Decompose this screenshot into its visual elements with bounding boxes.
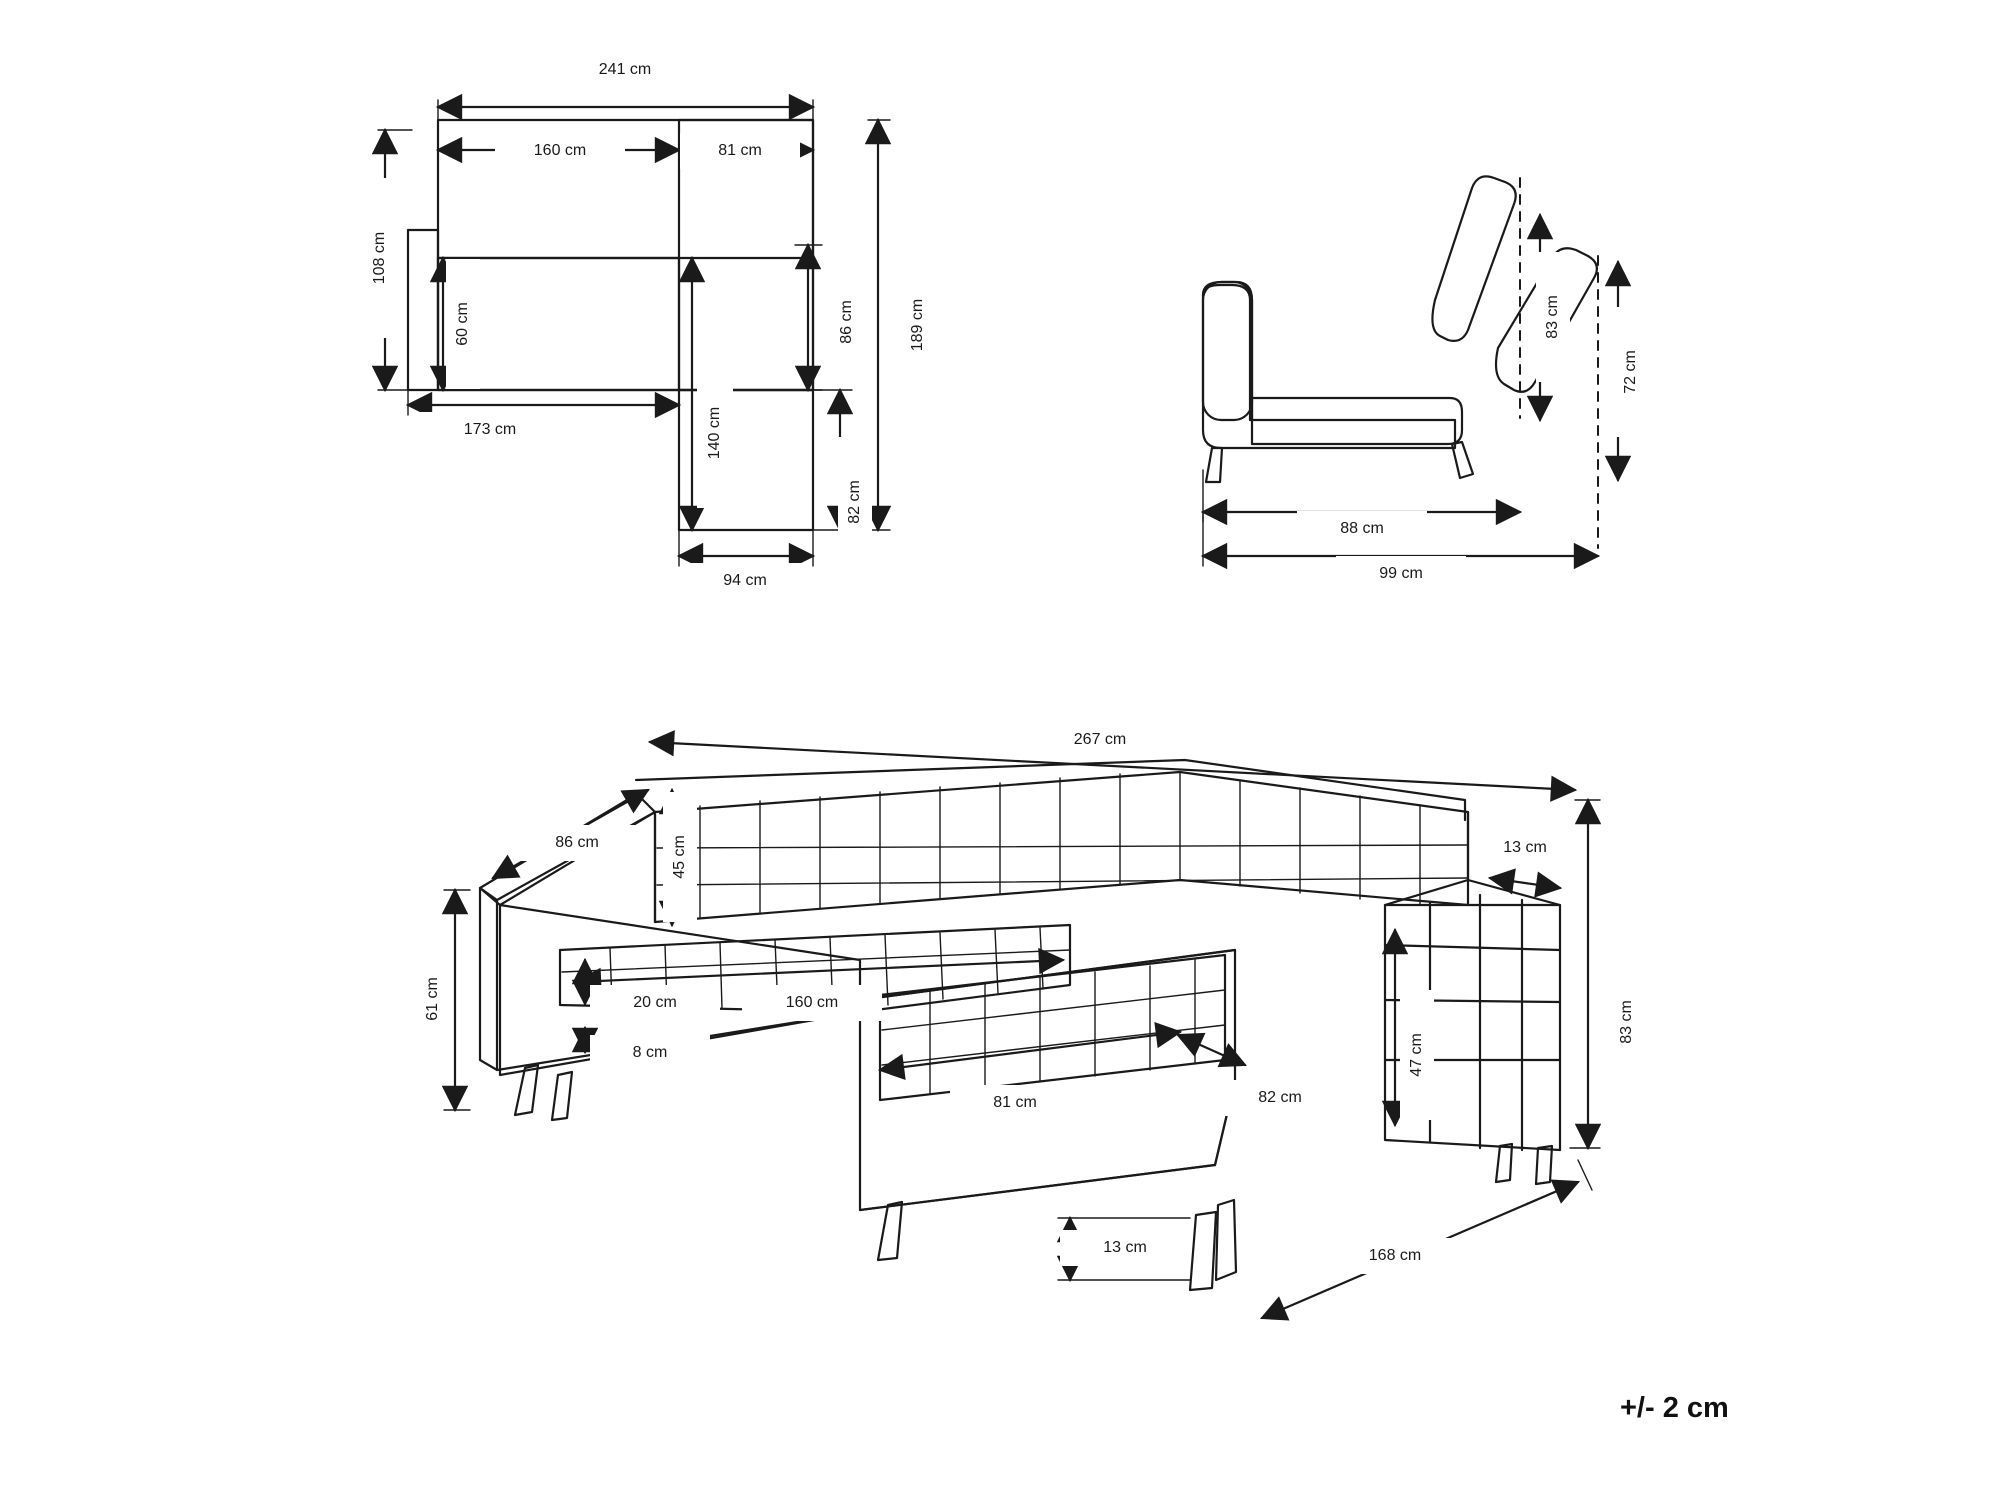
dim-top-main-width [495, 133, 625, 169]
dim-top-overall-depth [900, 245, 936, 405]
dim-top-chaise-length [697, 358, 733, 508]
dim-label-94: 94 cm [723, 572, 767, 589]
dim-persp-chaise-width [950, 1085, 1080, 1121]
dim-label-108: 108 cm [371, 231, 388, 285]
dim-label-88: 88 cm [1340, 520, 1384, 537]
dim-label-61: 61 cm [424, 977, 441, 1021]
dim-persp-total-width [1030, 722, 1170, 758]
dim-persp-arm-width [1470, 830, 1580, 866]
dim-persp-seat-height [416, 934, 450, 1064]
tolerance-note-text: +/- 2 cm [1620, 1392, 1729, 1424]
dim-label-83-side: 83 cm [1544, 295, 1561, 339]
dim-persp-total-height [1610, 957, 1644, 1087]
dim-label-47: 47 cm [1408, 1033, 1425, 1077]
dim-persp-seat-width [742, 985, 882, 1021]
dim-label-83-persp: 83 cm [1618, 1000, 1635, 1044]
dim-label-267: 267 cm [1073, 731, 1127, 748]
dim-label-13-leg: 13 cm [1103, 1239, 1147, 1256]
dim-top-left-depth [362, 178, 398, 338]
dim-label-241: 241 cm [598, 61, 652, 78]
dim-label-13-arm: 13 cm [1503, 839, 1547, 856]
dim-top-overall-width [560, 52, 690, 88]
dim-label-140: 140 cm [706, 406, 723, 460]
dim-side-depth-reclined [1336, 556, 1466, 592]
dim-label-60: 60 cm [454, 302, 471, 346]
dim-side-recline-height [1614, 307, 1648, 437]
dim-persp-gap [590, 1035, 710, 1071]
dim-top-corner-width [680, 133, 800, 169]
dim-persp-leg-height [1060, 1230, 1190, 1266]
dim-persp-total-depth [1320, 1238, 1470, 1274]
dim-label-160-persp: 160 cm [785, 994, 839, 1011]
dim-label-86: 86 cm [838, 300, 855, 344]
dim-label-99: 99 cm [1379, 565, 1423, 582]
dim-label-45: 45 cm [671, 835, 688, 879]
dim-persp-chaise-seat-height [1400, 990, 1434, 1120]
dim-top-right-depth [830, 257, 864, 387]
dim-label-72: 72 cm [1622, 350, 1639, 394]
dim-label-189: 189 cm [909, 298, 926, 352]
dim-label-82: 82 cm [846, 480, 863, 524]
dim-label-8: 8 cm [632, 1044, 668, 1061]
dim-label-168: 168 cm [1368, 1247, 1422, 1264]
dim-label-82-persp: 82 cm [1258, 1089, 1302, 1106]
dim-label-81-persp: 81 cm [993, 1094, 1037, 1111]
dim-persp-chaise-depth [1215, 1080, 1345, 1116]
dim-label-20: 20 cm [633, 994, 677, 1011]
dim-top-seat-depth [446, 259, 480, 389]
tolerance-note [1620, 1392, 1729, 1425]
dim-side-back-height [1536, 252, 1570, 382]
dim-top-chaise-seat [838, 437, 872, 567]
dim-persp-backrest-height [663, 792, 697, 922]
dim-top-chaise-width [680, 563, 810, 599]
dim-label-81: 81 cm [718, 142, 762, 159]
dim-label-86-persp: 86 cm [555, 834, 599, 851]
dim-persp-seat-thickness [590, 985, 720, 1021]
dim-top-lower-width [420, 412, 560, 448]
dim-side-depth [1297, 511, 1427, 547]
dim-label-160: 160 cm [533, 142, 587, 159]
dim-label-173: 173 cm [463, 421, 517, 438]
dim-persp-arm-length [512, 825, 642, 861]
